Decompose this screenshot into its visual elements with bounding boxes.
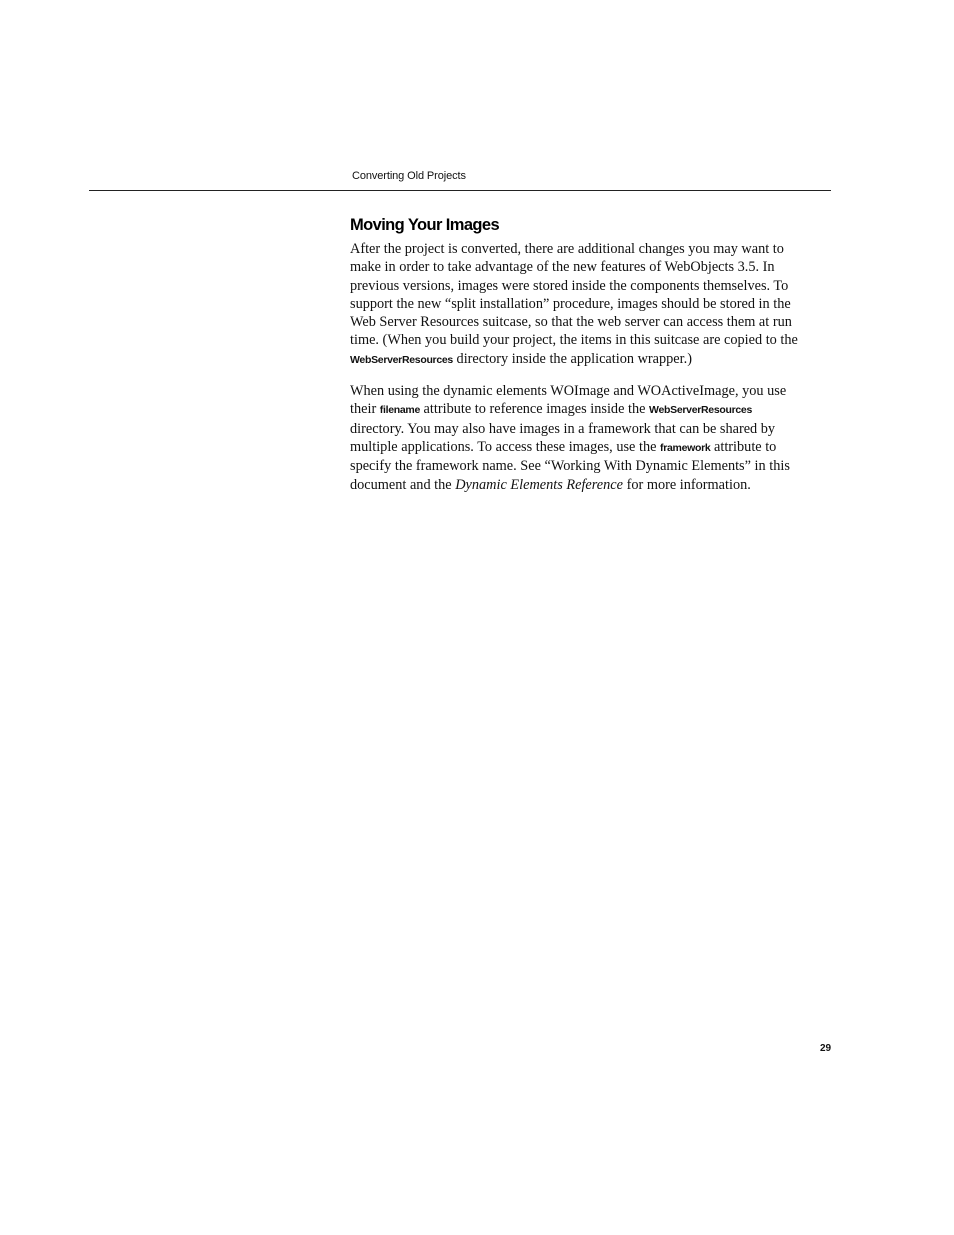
text-run: attribute to reference images inside the	[419, 401, 650, 418]
section-title: Moving Your Images	[350, 216, 500, 234]
paragraph-1	[350, 240, 808, 369]
section-moving-images	[350, 216, 808, 507]
text-run: attribute to specify the framework name. See “Working With Dynamic Elements” in this document and the	[350, 438, 790, 493]
code-term: filename	[379, 404, 420, 417]
code-term: framework	[660, 441, 711, 454]
header-rule	[89, 190, 831, 191]
running-head: Converting Old Projects	[352, 170, 466, 182]
paragraph-2	[350, 382, 808, 494]
code-term: WebServerResources	[350, 353, 453, 366]
text-run: directory. You may also have images in a framework that can be shared by multiple applications. To access these images, use the	[350, 420, 776, 455]
text-run: directory inside the application wrapper.)	[452, 350, 692, 367]
text-run: for more information.	[623, 476, 751, 493]
page-number: 29	[820, 1043, 832, 1054]
code-term: WebServerResources	[649, 404, 753, 417]
text-run: When using the dynamic elements WOImage and WOActiveImage, you use their	[350, 383, 787, 418]
text-run: After the project is converted, there are additional changes you may want to make in order to take advantage of the new features of WebObjects 3.5. In previous versions, images were stored inside the components themselves. To support the new “split installation” procedure, images should be stored in the Web Server Resources suitcase, so that the web server can access them at run time. (When you build your project, the items in this suitcase are copied to the	[350, 241, 798, 349]
italic-reference: Dynamic Elements Reference	[455, 476, 623, 493]
